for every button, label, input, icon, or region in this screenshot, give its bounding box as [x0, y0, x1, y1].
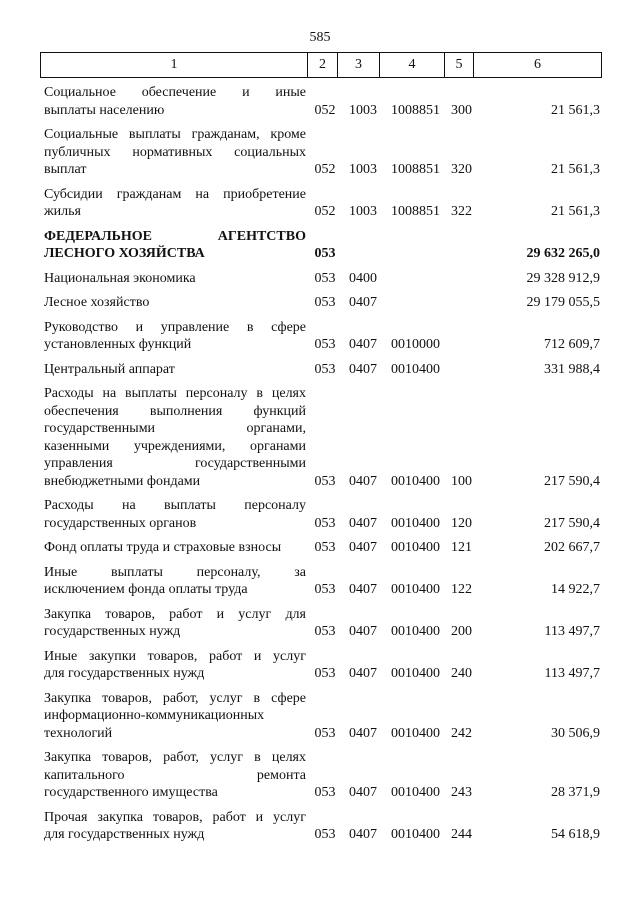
row-col-2: 053	[314, 337, 336, 352]
row-description-line: Прочая закупка товаров, работ и услуг	[44, 809, 306, 825]
row-col-3: 0407	[349, 361, 377, 377]
row-col-6: 21 561,3	[551, 102, 600, 118]
table-row	[44, 809, 600, 844]
row-col-5: 200	[451, 624, 472, 639]
row-col-4: 1008851	[391, 204, 440, 219]
row-description-line: публичных нормативных социальных	[44, 144, 306, 160]
row-description-line: ФЕДЕРАЛЬНОЕ АГЕНТСТВО	[44, 228, 306, 244]
row-col-3: 0407	[349, 582, 377, 597]
row-col-6: 217 590,4	[544, 473, 600, 489]
row-description-line: Субсидии гражданам на приобретение	[44, 186, 306, 202]
row-description-line: обеспечения выполнения функций	[44, 403, 306, 419]
row-col-3: 0407	[349, 337, 377, 352]
row-description-line: Фонд оплаты труда и страховые взносы	[44, 540, 282, 555]
row-col-3: 1003	[349, 102, 377, 118]
row-col-2: 053	[314, 246, 336, 261]
row-col-5: 322	[451, 204, 472, 219]
row-col-2: 052	[314, 162, 336, 177]
row-col-3: 1003	[349, 162, 377, 177]
row-description	[44, 294, 306, 312]
row-description-line: Социальное обеспечение и иные	[44, 85, 306, 100]
header-col-6: 6	[473, 53, 601, 77]
row-col-5: 320	[451, 162, 472, 177]
row-description	[44, 606, 306, 641]
row-description	[44, 361, 306, 379]
row-col-5: 240	[451, 666, 472, 681]
table-row	[44, 84, 600, 119]
row-description-line: внебюджетными фондами	[44, 473, 201, 489]
row-col-5: 243	[451, 785, 472, 800]
row-description	[44, 385, 306, 490]
table-row	[44, 228, 600, 263]
row-col-6: 113 497,7	[544, 666, 600, 681]
row-description-line: выплаты населению	[44, 102, 165, 118]
row-description	[44, 319, 306, 354]
row-description-line: казенными учреждениями, органами	[44, 438, 306, 454]
row-col-2: 053	[314, 361, 336, 377]
row-col-3: 0407	[349, 515, 377, 531]
row-col-2: 053	[314, 582, 336, 597]
row-description-line: Закупка товаров, работ, услуг в сфере	[44, 690, 306, 706]
page-number: 585	[309, 30, 331, 45]
row-col-4: 0010400	[391, 473, 440, 489]
table-row	[44, 270, 600, 288]
table-row	[44, 126, 600, 179]
row-col-6: 54 618,9	[551, 827, 600, 842]
row-col-3: 0407	[349, 624, 377, 639]
row-col-6: 14 922,7	[551, 582, 600, 597]
row-col-2: 053	[314, 540, 336, 555]
row-col-3: 0407	[349, 540, 377, 555]
row-description-line: Социальные выплаты гражданам, кроме	[44, 127, 306, 142]
row-col-6: 21 561,3	[551, 204, 600, 219]
row-col-3: 0407	[349, 295, 377, 310]
row-description	[44, 270, 306, 288]
row-col-5: 242	[451, 725, 472, 741]
row-col-6: 29 328 912,9	[526, 270, 600, 286]
header-col-3: 3	[337, 53, 379, 77]
row-description-line: государственными органами,	[44, 421, 306, 436]
row-col-2: 053	[314, 725, 336, 741]
row-description	[44, 539, 306, 557]
header-col-2: 2	[307, 53, 337, 77]
row-col-4: 0010400	[391, 582, 440, 597]
table-row	[44, 564, 600, 599]
header-col-4: 4	[379, 53, 444, 77]
row-col-4: 0010400	[391, 540, 440, 555]
table-row	[44, 539, 600, 557]
table-row	[44, 690, 600, 743]
header-col-1: 1	[170, 57, 178, 72]
row-col-4: 0010400	[391, 515, 440, 531]
row-description	[44, 497, 306, 532]
row-col-2: 052	[314, 102, 336, 118]
row-col-4: 0010400	[391, 785, 440, 800]
row-col-4: 0010000	[391, 337, 440, 352]
row-description-line: государственных органов	[44, 515, 197, 531]
row-col-6: 712 609,7	[544, 337, 600, 352]
row-col-2: 053	[314, 473, 336, 489]
row-description	[44, 186, 306, 221]
row-description-line: Лесное хозяйство	[44, 295, 150, 310]
row-description-line: капитального ремонта	[44, 767, 306, 783]
row-col-3: 1003	[349, 204, 377, 219]
row-description-line: исключением фонда оплаты труда	[44, 582, 248, 597]
row-col-2: 053	[314, 515, 336, 531]
table-row	[44, 648, 600, 683]
table-row	[44, 186, 600, 221]
table-row	[44, 319, 600, 354]
row-col-6: 29 179 055,5	[526, 295, 600, 310]
row-col-3: 0407	[349, 666, 377, 681]
table-row	[44, 361, 600, 379]
row-col-2: 053	[314, 827, 336, 842]
table-header	[40, 52, 602, 78]
row-col-6: 28 371,9	[551, 785, 600, 800]
table-row	[44, 606, 600, 641]
row-col-3: 0407	[349, 473, 377, 489]
row-description-line: информационно-коммуникационных	[44, 708, 265, 723]
row-description-line: для государственных нужд	[44, 827, 205, 842]
row-description	[44, 564, 306, 599]
row-col-6: 21 561,3	[551, 162, 600, 177]
row-description-line: Расходы на выплаты персоналу в целях	[44, 386, 306, 401]
row-col-4: 0010400	[391, 361, 440, 377]
row-description	[44, 749, 306, 802]
row-col-4: 0010400	[391, 725, 440, 741]
header-col-5: 5	[444, 53, 473, 77]
row-description	[44, 809, 306, 844]
row-description-line: Руководство и управление в сфере	[44, 319, 306, 335]
row-description-line: государственных нужд	[44, 624, 181, 639]
row-description-line: выплат	[44, 162, 87, 177]
row-description-line: ЛЕСНОГО ХОЗЯЙСТВА	[44, 246, 205, 261]
table-row	[44, 497, 600, 532]
table-row	[44, 294, 600, 312]
row-col-2: 053	[314, 270, 336, 286]
row-col-6: 202 667,7	[544, 540, 600, 555]
row-col-5: 121	[451, 540, 472, 555]
table-row	[44, 749, 600, 802]
row-col-2: 053	[314, 785, 336, 800]
row-description-line: Закупка товаров, работ, услуг в целях	[44, 750, 306, 765]
row-col-6: 29 632 265,0	[526, 246, 600, 261]
row-col-6: 331 988,4	[544, 361, 600, 377]
row-col-3: 0407	[349, 785, 377, 800]
row-description-line: управления государственными	[44, 456, 306, 471]
row-col-2: 053	[314, 666, 336, 681]
row-description-line: Иные выплаты персоналу, за	[44, 564, 306, 580]
row-col-4: 0010400	[391, 827, 440, 842]
row-col-2: 053	[314, 624, 336, 639]
row-col-6: 217 590,4	[544, 515, 600, 531]
row-col-5: 122	[451, 582, 472, 597]
row-col-2: 052	[314, 204, 336, 219]
row-col-3: 0400	[349, 270, 377, 286]
row-description-line: Расходы на выплаты персоналу	[44, 498, 306, 513]
row-col-5: 300	[451, 102, 472, 118]
row-description-line: технологий	[44, 725, 113, 741]
row-description	[44, 84, 306, 119]
row-description-line: государственного имущества	[44, 785, 218, 800]
row-col-3: 0407	[349, 725, 377, 741]
row-description-line: Центральный аппарат	[44, 361, 175, 377]
row-description-line: Национальная экономика	[44, 270, 196, 286]
table-row	[44, 385, 600, 490]
row-description-line: установленных функций	[44, 337, 192, 352]
row-col-5: 100	[451, 473, 472, 489]
row-description	[44, 126, 306, 179]
row-col-4: 0010400	[391, 624, 440, 639]
row-description	[44, 690, 306, 743]
row-col-2: 053	[314, 295, 336, 310]
row-col-5: 244	[451, 827, 472, 842]
row-description	[44, 228, 306, 263]
row-description-line: жилья	[44, 204, 81, 219]
row-col-6: 113 497,7	[544, 624, 600, 639]
row-col-3: 0407	[349, 827, 377, 842]
row-col-4: 1008851	[391, 162, 440, 177]
row-col-4: 0010400	[391, 666, 440, 681]
row-description-line: для государственных нужд	[44, 666, 205, 681]
table-body	[44, 84, 600, 851]
row-col-4: 1008851	[391, 102, 440, 118]
row-col-6: 30 506,9	[551, 725, 600, 741]
row-col-5: 120	[451, 515, 472, 531]
row-description-line: Закупка товаров, работ и услуг для	[44, 606, 306, 622]
row-description	[44, 648, 306, 683]
row-description-line: Иные закупки товаров, работ и услуг	[44, 648, 306, 664]
